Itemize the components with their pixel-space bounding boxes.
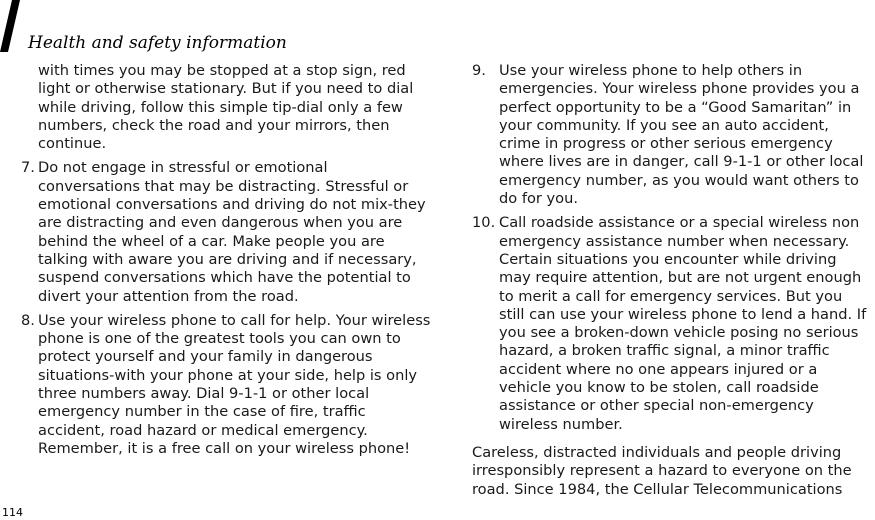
list-item [472,62,872,208]
header-accent-bar [0,0,20,52]
list-item [472,214,872,434]
left-column [21,62,434,458]
list-item-number: 9. [472,62,486,79]
page-number: 114 [2,506,23,519]
list-item-text: Use your wireless phone to call for help. Your wireless phone is one of the greatest tools you can own to protect yourself and your family in dangerous situations-with your phone at your side, help is only three numbers away. Dial 9-1-1 or other local emergency number in the case of fire, traffic accident, road hazard or medical emergency. Remember, it is a free call on your wireless phone! [38,311,431,457]
list-item-text: Call roadside assistance or a special wireless non emergency assistance number when necessary. Certain situations you encounter while driving may require attention, but are not urgent enough to merit a call for emergency services. But you still can use your wireless phone to lend a hand. If you see a broken-down vehicle posing no serious hazard, a broken traffic signal, a minor traffic accident where no one appears injured or a vehicle you know to be stolen, call roadside assistance or other special non-emergency wireless number. [499,214,867,433]
closing-paragraph: Careless, distracted individuals and people driving irresponsibly represent a hazard to everyone on the road. Since 1984, the Cellular Telecommunications [472,443,852,498]
list-item [21,159,434,305]
continuation-paragraph: with times you may be stopped at a stop sign, red light or otherwise stationary. But if you need to dial while driving, follow this simple tip-dial only a few numbers, check the road and your mirrors, then continue. [38,62,414,153]
page-header-title: Health and safety information [28,33,287,53]
right-column [472,62,872,499]
list-item-number: 8. [21,311,35,329]
list-item [21,311,434,458]
list-item-text: Do not engage in stressful or emotional conversations that may be distracting. Stressful or emotional conversations and driving do not mix-they are distracting and even dangerous when you are behind the wheel of a car. Make people you are talking with aware you are driving and if necessary, suspend conversations which have the potential to divert your attention from the road. [38,159,426,305]
list-item-number: 10. [472,214,496,232]
list-item-number: 7. [21,159,35,177]
list-item-text: Use your wireless phone to help others in emergencies. Your wireless phone provides you a perfect opportunity to be a “Good Samaritan” in your community. If you see an auto accident, crime in progress or other serious emergency where lives are in danger, call 9-1-1 or other local emergency number, as you would want others to do for you. [499,62,864,208]
